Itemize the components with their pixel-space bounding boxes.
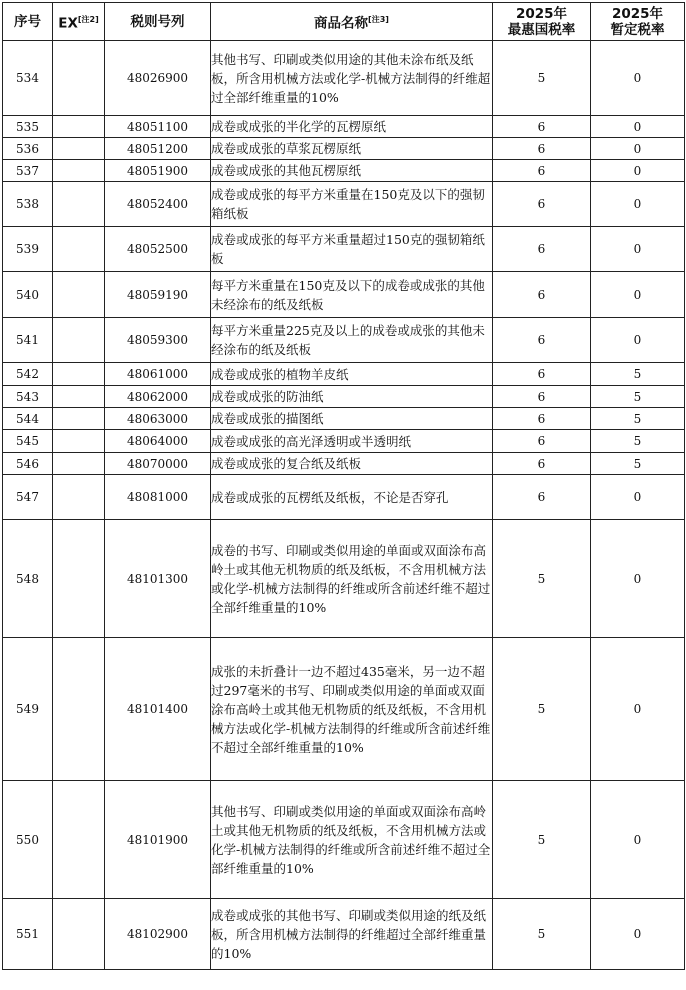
cell-code: 48101400 <box>105 638 211 781</box>
cell-seq: 534 <box>3 41 53 116</box>
cell-provisional-rate: 0 <box>591 138 685 160</box>
cell-code: 48059190 <box>105 272 211 318</box>
header-ex-note: [注2] <box>77 14 99 24</box>
cell-ex <box>53 138 105 160</box>
cell-provisional-rate: 5 <box>591 363 685 386</box>
cell-name: 成卷或成张的瓦楞纸及纸板，不论是否穿孔 <box>211 475 493 520</box>
cell-name: 成卷或成张的草浆瓦楞原纸 <box>211 138 493 160</box>
cell-ex <box>53 227 105 272</box>
table-row <box>3 227 685 272</box>
cell-code: 48051200 <box>105 138 211 160</box>
cell-ex <box>53 116 105 138</box>
cell-ex <box>53 41 105 116</box>
table-row <box>3 160 685 182</box>
table-row <box>3 638 685 781</box>
cell-code: 48061000 <box>105 363 211 386</box>
cell-provisional-rate: 5 <box>591 453 685 475</box>
cell-mfn-rate: 6 <box>493 363 591 386</box>
cell-code: 48051900 <box>105 160 211 182</box>
table-body <box>3 41 685 970</box>
header-seq: 序号 <box>3 3 53 41</box>
cell-seq: 549 <box>3 638 53 781</box>
cell-seq: 545 <box>3 430 53 453</box>
cell-name: 成卷或成张的半化学的瓦楞原纸 <box>211 116 493 138</box>
cell-provisional-rate: 0 <box>591 638 685 781</box>
cell-provisional-rate: 0 <box>591 318 685 363</box>
cell-name: 成卷的书写、印刷或类似用途的单面或双面涂布高岭土或其他无机物质的纸及纸板，不含用机械方法或化学-机械方法制得的纤维或所含前述纤维不超过全部纤维重量的10% <box>211 520 493 638</box>
cell-ex <box>53 453 105 475</box>
cell-code: 48052500 <box>105 227 211 272</box>
cell-mfn-rate: 6 <box>493 272 591 318</box>
cell-ex <box>53 475 105 520</box>
cell-provisional-rate: 5 <box>591 408 685 430</box>
cell-provisional-rate: 0 <box>591 781 685 899</box>
cell-mfn-rate: 6 <box>493 318 591 363</box>
table-row <box>3 363 685 386</box>
cell-ex <box>53 272 105 318</box>
cell-name: 成卷或成张的描图纸 <box>211 408 493 430</box>
cell-provisional-rate: 0 <box>591 899 685 970</box>
table-row <box>3 899 685 970</box>
cell-mfn-rate: 6 <box>493 453 591 475</box>
cell-mfn-rate: 6 <box>493 430 591 453</box>
cell-seq: 544 <box>3 408 53 430</box>
cell-seq: 542 <box>3 363 53 386</box>
cell-mfn-rate: 5 <box>493 781 591 899</box>
cell-seq: 548 <box>3 520 53 638</box>
cell-seq: 536 <box>3 138 53 160</box>
table-row <box>3 182 685 227</box>
cell-seq: 543 <box>3 386 53 408</box>
cell-mfn-rate: 5 <box>493 520 591 638</box>
header-code: 税则号列 <box>105 3 211 41</box>
header-name-note: [注3] <box>368 14 389 24</box>
cell-ex <box>53 386 105 408</box>
table-row <box>3 408 685 430</box>
cell-name: 成卷或成张的植物羊皮纸 <box>211 363 493 386</box>
cell-ex <box>53 899 105 970</box>
header-ex: EX[注2] <box>53 3 105 41</box>
table-row <box>3 386 685 408</box>
cell-seq: 541 <box>3 318 53 363</box>
cell-provisional-rate: 0 <box>591 182 685 227</box>
cell-ex <box>53 318 105 363</box>
table-row <box>3 475 685 520</box>
cell-provisional-rate: 0 <box>591 116 685 138</box>
cell-mfn-rate: 5 <box>493 899 591 970</box>
cell-name: 其他书写、印刷或类似用途的其他未涂布纸及纸板，所含用机械方法或化学-机械方法制得的纤维超过全部纤维重量的10% <box>211 41 493 116</box>
cell-name: 成卷或成张的其他瓦楞原纸 <box>211 160 493 182</box>
cell-seq: 546 <box>3 453 53 475</box>
cell-name: 成卷或成张的每平方米重量在150克及以下的强韧箱纸板 <box>211 182 493 227</box>
cell-mfn-rate: 6 <box>493 386 591 408</box>
cell-provisional-rate: 0 <box>591 41 685 116</box>
cell-name: 成卷或成张的其他书写、印刷或类似用途的纸及纸板，所含用机械方法制得的纤维超过全部纤维重量的10% <box>211 899 493 970</box>
cell-code: 48102900 <box>105 899 211 970</box>
cell-name: 成张的未折叠计一边不超过435毫米，另一边不超过297毫米的书写、印刷或类似用途的单面或双面涂布高岭土或其他无机物质的纸及纸板，不含用机械方法或化学-机械方法制得的纤维或所含前述纤维不超过全部纤维重量的10% <box>211 638 493 781</box>
cell-name: 成卷或成张的复合纸及纸板 <box>211 453 493 475</box>
cell-mfn-rate: 6 <box>493 227 591 272</box>
cell-provisional-rate: 0 <box>591 475 685 520</box>
cell-ex <box>53 781 105 899</box>
cell-code: 48081000 <box>105 475 211 520</box>
cell-ex <box>53 520 105 638</box>
table-row <box>3 318 685 363</box>
table-row <box>3 116 685 138</box>
header-mfn-rate: 2025年 最惠国税率 <box>493 3 591 41</box>
cell-code: 48063000 <box>105 408 211 430</box>
cell-seq: 537 <box>3 160 53 182</box>
cell-seq: 538 <box>3 182 53 227</box>
cell-seq: 539 <box>3 227 53 272</box>
cell-provisional-rate: 0 <box>591 520 685 638</box>
cell-provisional-rate: 0 <box>591 160 685 182</box>
table-row <box>3 520 685 638</box>
table-row <box>3 138 685 160</box>
cell-mfn-rate: 6 <box>493 160 591 182</box>
cell-mfn-rate: 6 <box>493 116 591 138</box>
cell-seq: 540 <box>3 272 53 318</box>
cell-mfn-rate: 6 <box>493 475 591 520</box>
cell-provisional-rate: 0 <box>591 272 685 318</box>
cell-mfn-rate: 5 <box>493 638 591 781</box>
cell-name: 其他书写、印刷或类似用途的单面或双面涂布高岭土或其他无机物质的纸及纸板，不含用机械方法或化学-机械方法制得的纤维或所含前述纤维不超过全部纤维重量的10% <box>211 781 493 899</box>
cell-provisional-rate: 5 <box>591 430 685 453</box>
header-provisional-rate: 2025年 暂定税率 <box>591 3 685 41</box>
cell-ex <box>53 182 105 227</box>
cell-name: 成卷或成张的防油纸 <box>211 386 493 408</box>
cell-code: 48052400 <box>105 182 211 227</box>
cell-code: 48101300 <box>105 520 211 638</box>
cell-ex <box>53 430 105 453</box>
cell-code: 48101900 <box>105 781 211 899</box>
table-row <box>3 453 685 475</box>
cell-code: 48051100 <box>105 116 211 138</box>
cell-seq: 535 <box>3 116 53 138</box>
cell-code: 48026900 <box>105 41 211 116</box>
cell-code: 48064000 <box>105 430 211 453</box>
cell-seq: 550 <box>3 781 53 899</box>
cell-code: 48062000 <box>105 386 211 408</box>
cell-name: 成卷或成张的高光泽透明或半透明纸 <box>211 430 493 453</box>
cell-ex <box>53 408 105 430</box>
cell-name: 每平方米重量在150克及以下的成卷或成张的其他未经涂布的纸及纸板 <box>211 272 493 318</box>
table-row <box>3 41 685 116</box>
table-row <box>3 781 685 899</box>
cell-seq: 551 <box>3 899 53 970</box>
cell-provisional-rate: 5 <box>591 386 685 408</box>
cell-seq: 547 <box>3 475 53 520</box>
cell-mfn-rate: 6 <box>493 408 591 430</box>
cell-provisional-rate: 0 <box>591 227 685 272</box>
header-name: 商品名称[注3] <box>211 3 493 41</box>
cell-ex <box>53 160 105 182</box>
cell-mfn-rate: 6 <box>493 182 591 227</box>
cell-code: 48070000 <box>105 453 211 475</box>
cell-code: 48059300 <box>105 318 211 363</box>
cell-name: 成卷或成张的每平方米重量超过150克的强韧箱纸板 <box>211 227 493 272</box>
table-row <box>3 430 685 453</box>
header-row <box>3 3 685 41</box>
cell-name: 每平方米重量225克及以上的成卷或成张的其他未经涂布的纸及纸板 <box>211 318 493 363</box>
cell-mfn-rate: 5 <box>493 41 591 116</box>
tariff-table <box>2 2 685 970</box>
cell-mfn-rate: 6 <box>493 138 591 160</box>
cell-ex <box>53 363 105 386</box>
cell-ex <box>53 638 105 781</box>
table-row <box>3 272 685 318</box>
